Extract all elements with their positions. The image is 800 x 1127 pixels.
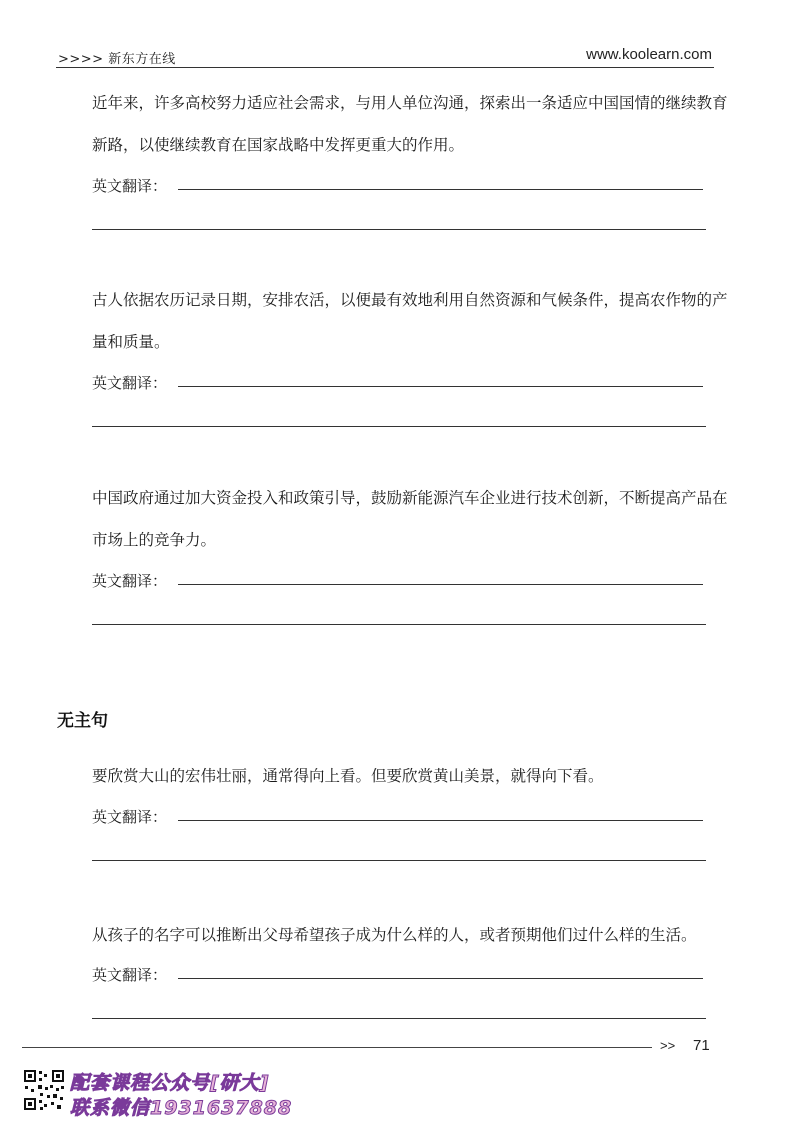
exercise-4-label: 英文翻译：: [92, 808, 168, 826]
exercise-5-text: 从孩子的名字可以推断出父母希望孩子成为什么样的人，或者预期他们过什么样的生活。: [92, 926, 697, 944]
header-rule: [56, 67, 714, 68]
exercise-2-label: 英文翻译：: [92, 374, 168, 392]
exercise-3-label: 英文翻译：: [92, 572, 168, 590]
exercise-4-answer-line-2[interactable]: [92, 860, 706, 861]
header-url: www.koolearn.com: [586, 46, 712, 63]
exercise-2-answer-line-2[interactable]: [92, 426, 706, 427]
exercise-1-text: 近年来，许多高校努力适应社会需求，与用人单位沟通，探索出一条适应中国国情的继续教育新路，以使继续教育在国家战略中发挥更重大的作用。: [92, 94, 728, 154]
exercise-5-answer-line-2[interactable]: [92, 1018, 706, 1019]
exercise-1-label: 英文翻译：: [92, 177, 168, 195]
exercise-2-text: 古人依据农历记录日期，安排农活，以便最有效地利用自然资源和气候条件，提高农作物的产量和质量。: [92, 291, 728, 351]
footer-arrows: >>: [660, 1038, 676, 1053]
section-heading: 无主句: [57, 711, 108, 731]
exercise-4-answer-line[interactable]: [178, 820, 703, 821]
exercise-3-text: 中国政府通过加大资金投入和政策引导，鼓励新能源汽车企业进行技术创新，不断提高产品在市场上的竞争力。: [92, 489, 728, 549]
exercise-3-answer-line[interactable]: [178, 584, 703, 585]
exercise-5-label: 英文翻译：: [92, 966, 168, 984]
page-number: 71: [693, 1037, 710, 1054]
exercise-1-answer-line[interactable]: [178, 189, 703, 190]
footer-rule: [22, 1047, 652, 1048]
exercise-2-answer-line[interactable]: [178, 386, 703, 387]
exercise-4-text: 要欣赏大山的宏伟壮丽，通常得向上看。但要欣赏黄山美景，就得向下看。: [92, 767, 604, 785]
header-left: >>>> 新东方在线: [58, 52, 176, 67]
promo-line-1: 配套课程公众号[研大]: [70, 1072, 270, 1094]
promo-line-2: 联系微信1931637888: [70, 1097, 293, 1119]
qr-code-icon: [22, 1068, 66, 1112]
exercise-1-answer-line-2[interactable]: [92, 229, 706, 230]
exercise-3-answer-line-2[interactable]: [92, 624, 706, 625]
exercise-5-answer-line[interactable]: [178, 978, 703, 979]
